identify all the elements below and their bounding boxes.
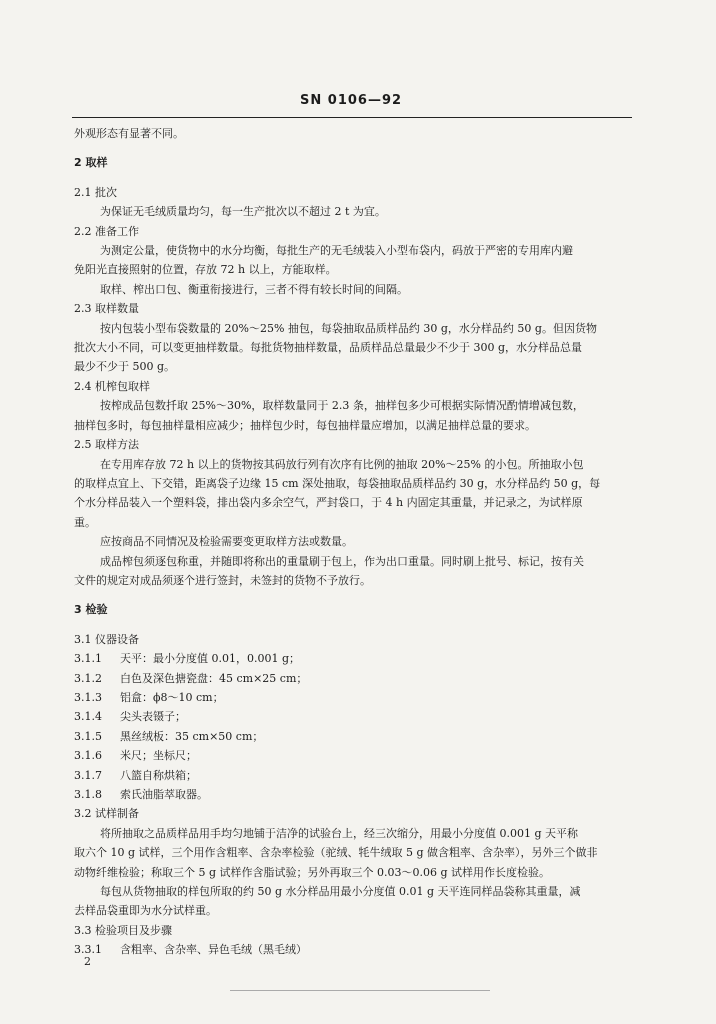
subsection-heading: 2.3 取样数量 bbox=[74, 302, 139, 316]
paragraph-line: 抽样包多时，每包抽样量相应减少；抽样包少时，每包抽样量应增加，以满足抽样总量的要求。 bbox=[74, 418, 536, 432]
list-item bbox=[74, 785, 638, 804]
paragraph-line: 外观形态有显著不同。 bbox=[74, 127, 184, 140]
item-number: 3.1.4 bbox=[74, 710, 102, 724]
item-text: 米尺；坐标尺； bbox=[120, 749, 197, 763]
item-text: 铝盒：ϕ8～10 cm； bbox=[120, 690, 224, 704]
list-item bbox=[74, 688, 638, 707]
section-heading: 3 检验 bbox=[74, 603, 108, 617]
paragraph-line: 的取样点宜上、下交错，距离袋子边缘 15 cm 深处抽取，每袋抽取品质样品约 30 g，水分样品约 50 g，每 bbox=[74, 476, 601, 490]
subsection-heading: 3.1 仪器设备 bbox=[74, 632, 139, 646]
paragraph-line: 应按商品不同情况及检验需要变更取样方法或数量。 bbox=[100, 535, 353, 549]
subsection-heading: 3.2 试样制备 bbox=[74, 807, 139, 821]
item-number: 3.1.2 bbox=[74, 671, 102, 685]
paragraph-line: 为保证无毛绒质量均匀，每一生产批次以不超过 2 t 为宜。 bbox=[100, 205, 386, 219]
paragraph-line: 最少不少于 500 g。 bbox=[74, 360, 176, 374]
item-number: 3.3.1 bbox=[74, 943, 102, 957]
list-item bbox=[74, 727, 638, 746]
list-item bbox=[74, 940, 638, 959]
paragraph-line: 成品榨包须逐包称重，并随即将称出的重量刷于包上，作为出口重量。同时刷上批号、标记，按有关 bbox=[100, 554, 584, 568]
item-number: 3.1.6 bbox=[74, 749, 102, 763]
paragraph-line: 去样品袋重即为水分试样重。 bbox=[74, 904, 217, 918]
paragraph-line: 每包从货物抽取的样包所取的约 50 g 水分样品用最小分度值 0.01 g 天平连同样品袋称其重量，减 bbox=[100, 885, 581, 899]
paragraph-line: 重。 bbox=[74, 515, 96, 529]
item-text: 白色及深色搪瓷盘：45 cm×25 cm； bbox=[120, 671, 308, 685]
item-number: 3.1.8 bbox=[74, 788, 102, 801]
list-item bbox=[74, 707, 638, 726]
paragraph-line: 取样、榨出口包、衡重衔接进行，三者不得有较长时间的间隔。 bbox=[100, 282, 408, 296]
item-number: 3.1.1 bbox=[74, 652, 102, 666]
list-item bbox=[74, 746, 638, 765]
item-text: 尖头表镊子； bbox=[120, 710, 186, 724]
document-body bbox=[74, 124, 638, 960]
paragraph-line: 按榨成品包数扦取 25%～30%，取样数量同于 2.3 条，抽样包多少可根据实际情况酌情增减包数， bbox=[100, 399, 584, 413]
item-text: 索氏油脂萃取器。 bbox=[120, 788, 208, 801]
item-number: 3.1.5 bbox=[74, 729, 102, 743]
section-heading: 2 取样 bbox=[74, 156, 108, 170]
paragraph-line: 批次大小不同，可以变更抽样数量。每批货物抽样数量，品质样品总量最少不少于 300 g，水分样品总量 bbox=[74, 341, 583, 355]
paragraph-line: 在专用库存放 72 h 以上的货物按其码放行列有次序有比例的抽取 20%～25% 的小包。所抽取小包 bbox=[100, 457, 584, 471]
subsection-heading: 2.1 批次 bbox=[74, 185, 117, 199]
subsection-heading: 2.2 准备工作 bbox=[74, 224, 139, 238]
subsection-heading: 2.4 机榨包取样 bbox=[74, 379, 150, 393]
item-number: 3.1.3 bbox=[74, 690, 102, 704]
item-text: 黑丝绒板：35 cm×50 cm； bbox=[120, 729, 264, 743]
footer-rule bbox=[230, 990, 490, 991]
header-rule bbox=[72, 117, 632, 118]
paragraph-line: 免阳光直接照射的位置，存放 72 h 以上，方能取样。 bbox=[74, 263, 337, 277]
list-item bbox=[74, 766, 638, 785]
item-text: 八篮自称烘箱； bbox=[120, 768, 197, 782]
paragraph-line: 按内包装小型布袋数量的 20%～25% 抽包，每袋抽取品质样品约 30 g，水分样品约 50 g。但因货物 bbox=[100, 321, 597, 335]
item-text: 天平：最小分度值 0.01，0.001 g； bbox=[120, 652, 301, 666]
paragraph-line: 动物纤维检验；称取三个 5 g 试样作含脂试验；另外再取三个 0.03～0.06 g 试样用作长度检验。 bbox=[74, 865, 551, 879]
item-text: 含粗率、含杂率、异色毛绒（黑毛绒） bbox=[120, 943, 307, 957]
paragraph-line: 取六个 10 g 试样，三个用作含粗率、含杂率检验（驼绒、牦牛绒取 5 g 做含粗率、含杂率），另外三个做非 bbox=[74, 846, 598, 860]
list-item bbox=[74, 649, 638, 668]
subsection-heading: 2.5 取样方法 bbox=[74, 438, 139, 452]
subsection-heading: 3.3 检验项目及步骤 bbox=[74, 923, 172, 937]
paragraph-line: 文件的规定对成品须逐个进行签封，未签封的货物不予放行。 bbox=[74, 573, 371, 587]
standard-code-header: SN 0106—92 bbox=[300, 93, 403, 108]
paragraph-line: 个水分样品装入一个塑料袋，排出袋内多余空气，严封袋口，于 4 h 内固定其重量，并记录之，为试样原 bbox=[74, 496, 583, 510]
list-item bbox=[74, 669, 638, 688]
paragraph-line: 为测定公量，使货物中的水分均衡，每批生产的无毛绒装入小型布袋内，码放于严密的专用库内避 bbox=[100, 244, 573, 258]
page-number: 2 bbox=[84, 955, 91, 968]
item-number: 3.1.7 bbox=[74, 768, 102, 782]
paragraph-line: 将所抽取之品质样品用手均匀地铺于洁净的试验台上，经三次缩分，用最小分度值 0.001 g 天平称 bbox=[100, 826, 579, 840]
